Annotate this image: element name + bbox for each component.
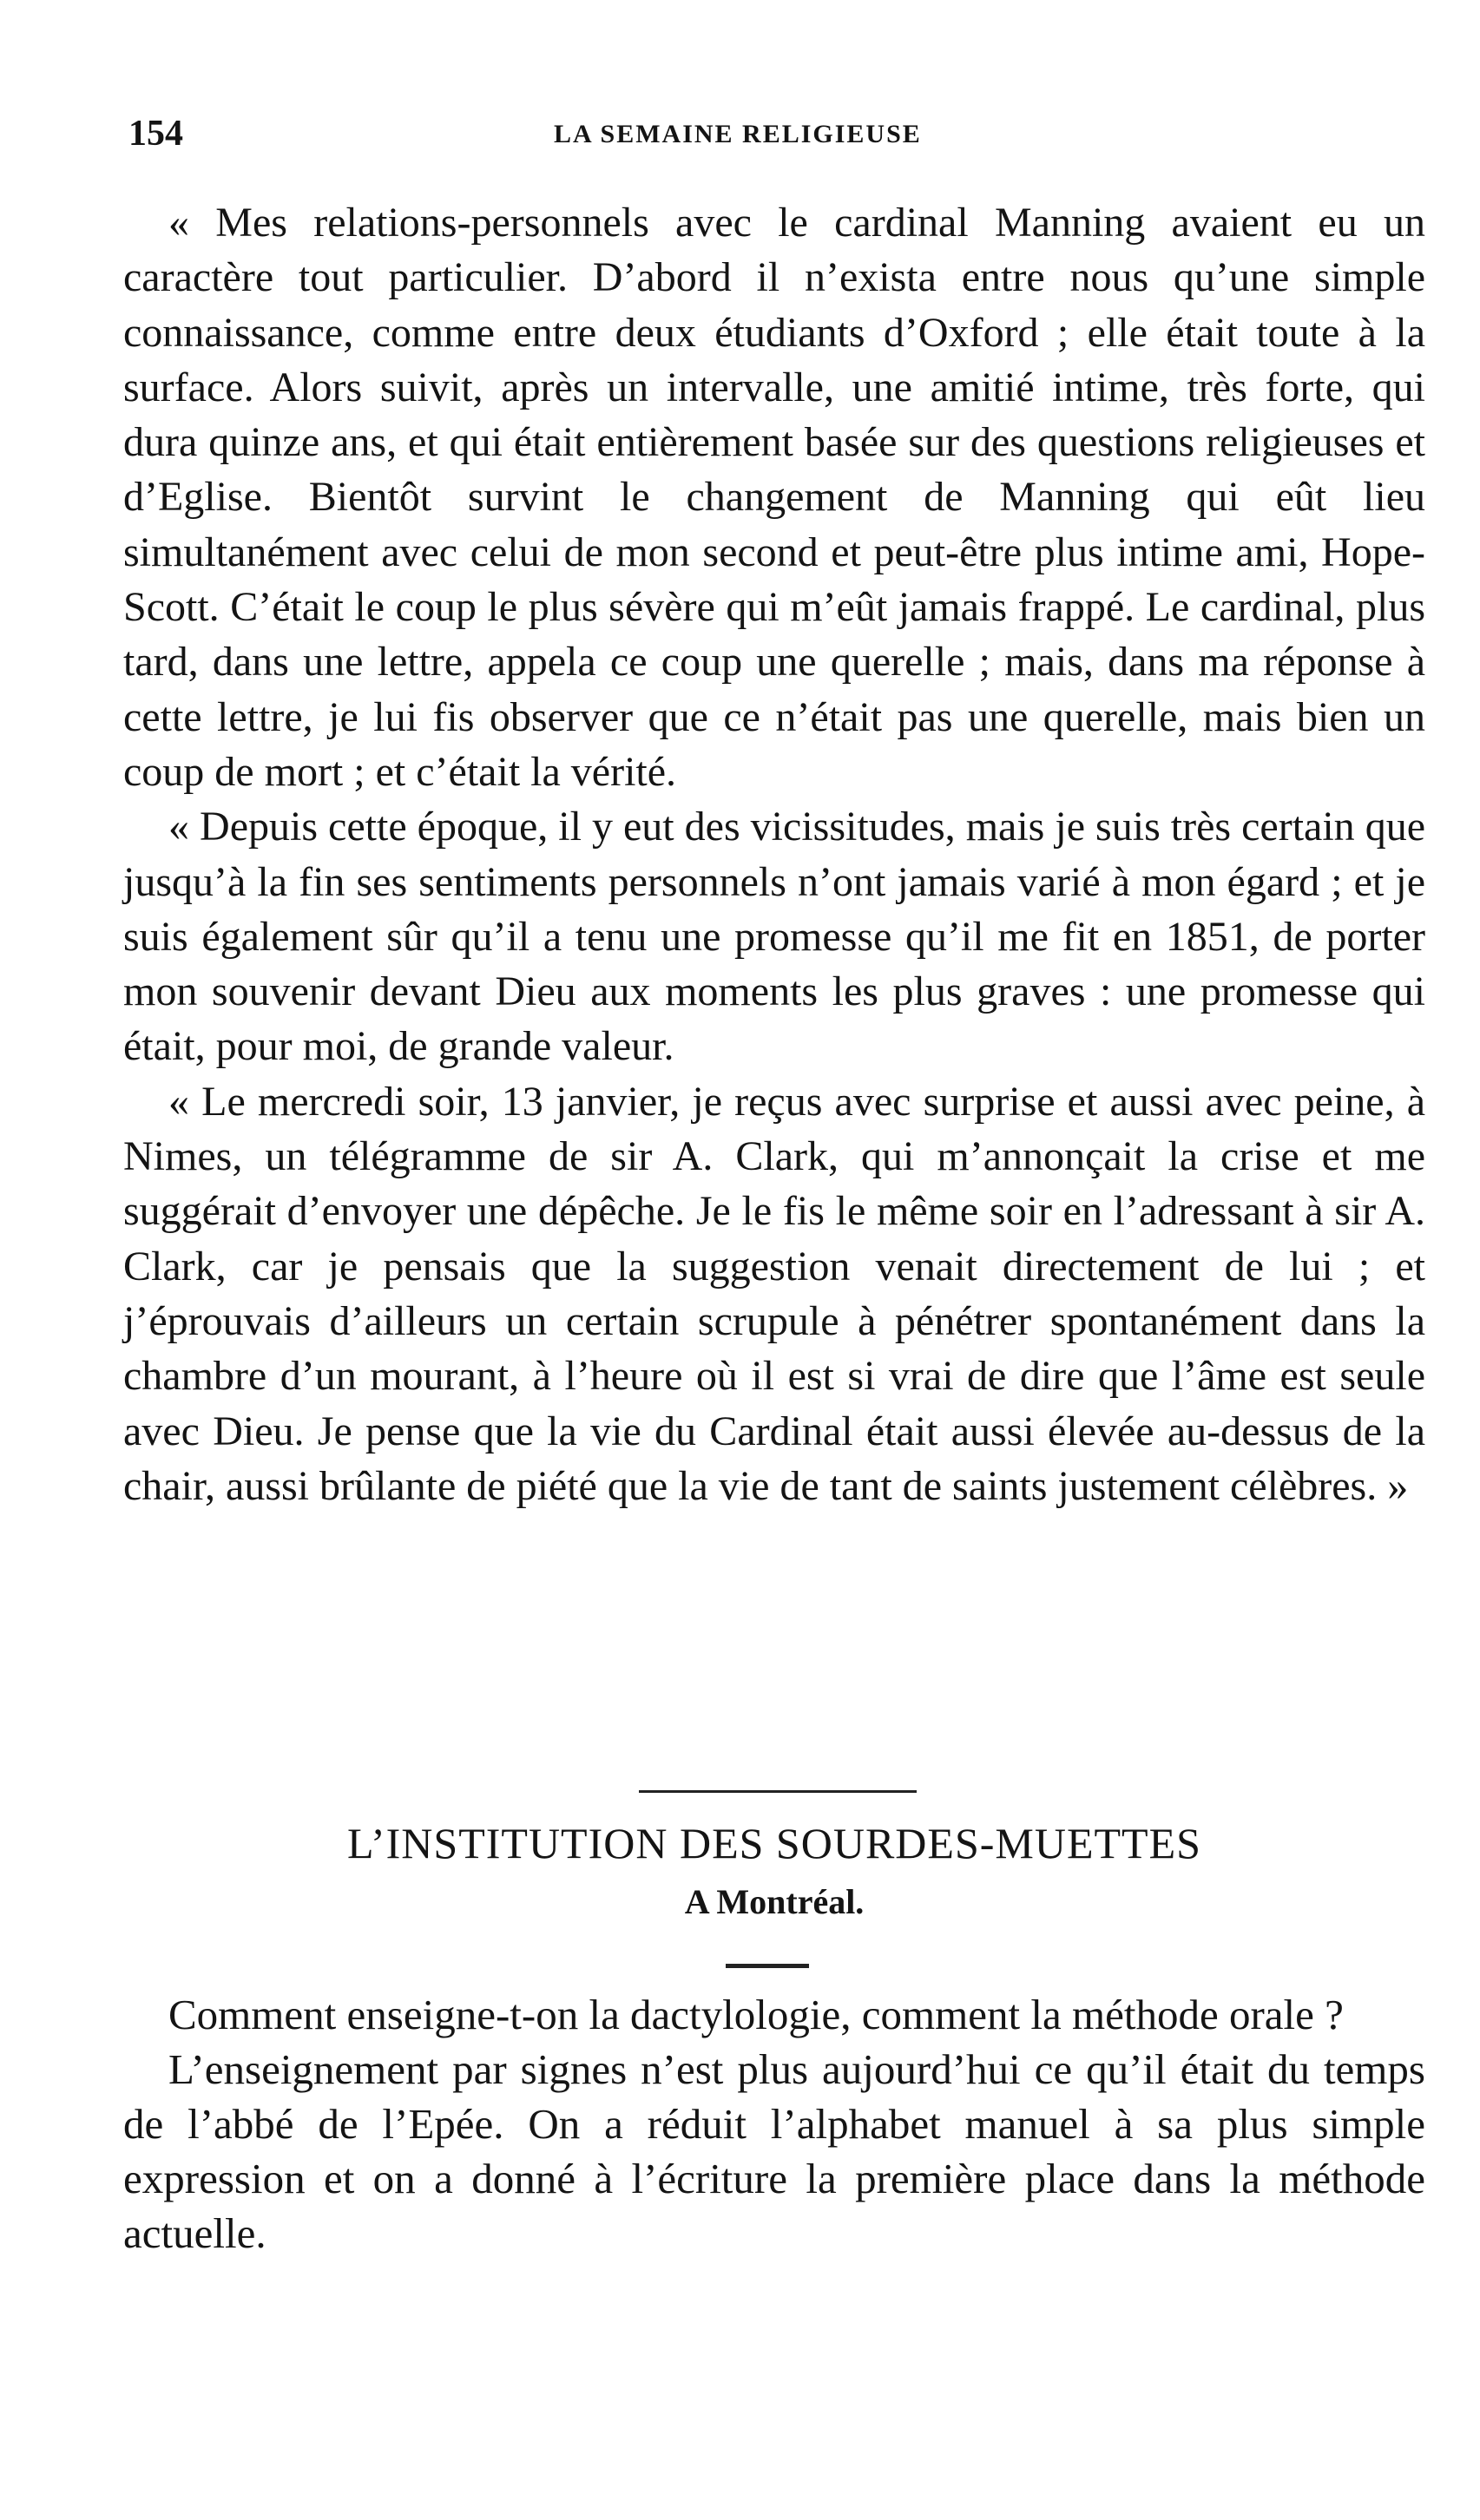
paragraph: « Mes relations-personnels avec le cardinal Manning avaient eu un caractère tout particulier. D’abord il n’exista entre nous qu’une simple connaissance, comme entre deux étudiants d’Oxford ; elle était toute à la surface. Alors suivit, après un intervalle, une amitié intime, très forte, qui dura quinze ans, et qui était entièrement basée sur des questions religieuses et d’Eglise. Bientôt survint le changement de Manning qui eût lieu simultanément avec celui de mon second et peut-être plus intime ami, Hope-Scott. C’était le coup le plus sévère qui m’eût jamais frappé. Le cardinal, plus tard, dans une lettre, appela ce coup une querelle ; mais, dans ma réponse à cette lettre, je lui fis observer que ce n’était pas une querelle, mais bien un coup de mort ; et c’était la vérité. xyxy=(123,200,1425,795)
paragraph: Comment enseigne-t-on la dactylologie, comment la méthode orale ? xyxy=(168,1991,1344,2038)
letter-text xyxy=(123,195,1425,1513)
paragraph: L’enseignement par signes n’est plus aujourd’hui ce qu’il était du temps de l’abbé de l’Epée. On a réduit l’alphabet manuel à sa plus simple expression et on a donné à l’écriture la première place dans la méthode actuelle. xyxy=(123,2045,1425,2257)
section-subtitle: A Montréal. xyxy=(684,1882,865,1921)
subtitle-divider xyxy=(726,1964,809,1968)
section-title: L’INSTITUTION DES SOURDES-MUETTES xyxy=(347,1819,1201,1867)
paragraph: « Le mercredi soir, 13 janvier, je reçus avec surprise et aussi avec peine, à Nimes, un télégramme de sir A. Clark, qui m’annonçait la crise et me suggérait d’envoyer une dépêche. Je le fis le même soir en l’adressant à sir A. Clark, car je pensais que la suggestion venait directement de lui ; et j’éprouvais d’ailleurs un certain scrupule à pénétrer spontanément dans la chambre d’un mourant, à l’heure où il est si vrai de dire que l’âme est seule avec Dieu. Je pense que la vie du Cardinal était aussi élevée au-dessus de la chair, aussi brûlante de piété que la vie de tant de saints justement célèbres. » xyxy=(123,1078,1425,1509)
section-divider xyxy=(639,1790,917,1793)
section-text xyxy=(123,1987,1425,2261)
page-number: 154 xyxy=(128,114,183,154)
running-head: LA SEMAINE RELIGIEUSE xyxy=(554,120,922,148)
page-header xyxy=(128,113,1431,165)
paragraph: « Depuis cette époque, il y eut des vicissitudes, mais je suis très certain que jusqu’à la fin ses sentiments personnels n’ont jamais varié à mon égard ; et je suis également sûr qu’il a tenu une promesse qu’il me fit en 1851, de porter mon souvenir devant Dieu aux moments les plus graves : une promesse qui était, pour moi, de grande valeur. xyxy=(123,804,1425,1070)
